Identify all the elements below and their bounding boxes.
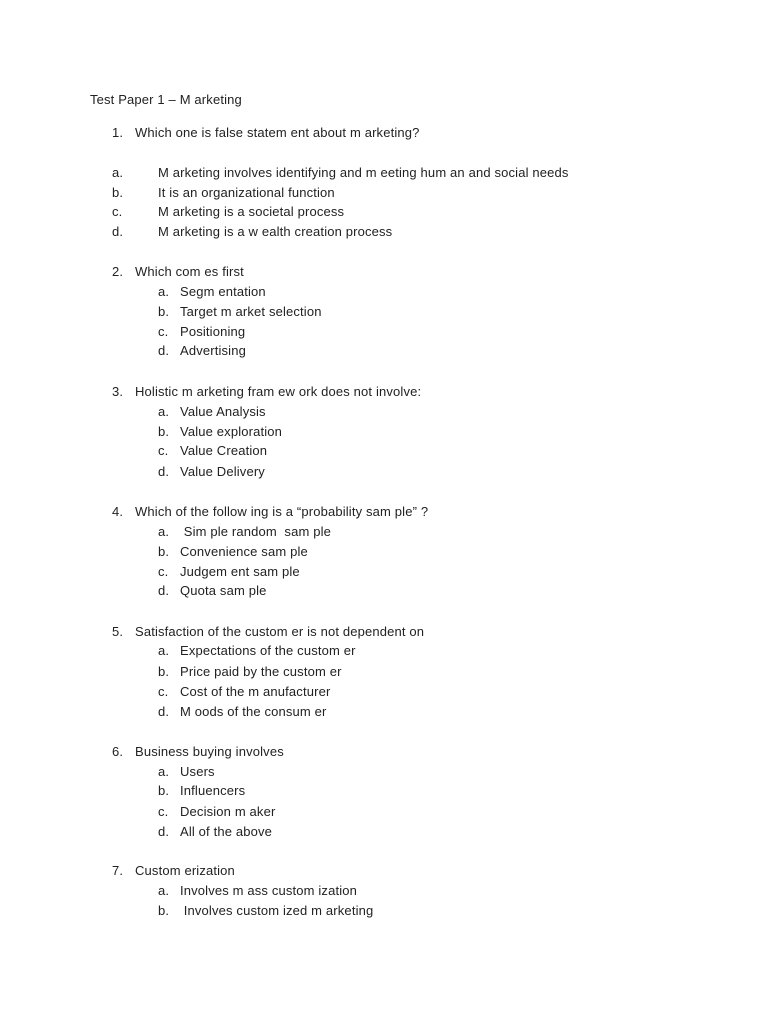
question-number: 7. bbox=[112, 863, 124, 878]
option-letter: b. bbox=[158, 783, 170, 798]
option-text: Judgem ent sam ple bbox=[180, 564, 300, 579]
option-text: Cost of the m anufacturer bbox=[180, 684, 331, 699]
option-text: Decision m aker bbox=[180, 804, 276, 819]
option-text: It is an organizational function bbox=[158, 185, 335, 200]
option-letter: d. bbox=[112, 224, 124, 239]
question-number: 3. bbox=[112, 384, 124, 399]
option-letter: b. bbox=[112, 185, 124, 200]
option-letter: c. bbox=[158, 324, 169, 339]
option-text: Convenience sam ple bbox=[180, 544, 308, 559]
option-letter: a. bbox=[112, 165, 124, 180]
question-number: 5. bbox=[112, 624, 124, 639]
option-text: Advertising bbox=[180, 343, 246, 358]
option-text: All of the above bbox=[180, 824, 273, 839]
question-number: 4. bbox=[112, 504, 124, 519]
question-text: Satisfaction of the custom er is not dependent on bbox=[135, 624, 425, 639]
option-text: Quota sam ple bbox=[180, 583, 267, 598]
option-letter: d. bbox=[158, 704, 170, 719]
option-text: M arketing involves identifying and m eeting hum an and social needs bbox=[158, 165, 569, 180]
option-text: Price paid by the custom er bbox=[180, 664, 342, 679]
option-text: Involves custom ized m arketing bbox=[180, 903, 374, 918]
option-text: M oods of the consum er bbox=[180, 704, 327, 719]
question-text: Business buying involves bbox=[135, 744, 284, 759]
option-text: Target m arket selection bbox=[180, 304, 322, 319]
option-text: Influencers bbox=[180, 783, 246, 798]
question-text: Which com es first bbox=[135, 264, 244, 279]
option-letter: d. bbox=[158, 824, 170, 839]
option-text: Value exploration bbox=[180, 424, 283, 439]
option-letter: d. bbox=[158, 464, 170, 479]
option-text: Users bbox=[180, 764, 215, 779]
option-text: Involves m ass custom ization bbox=[180, 883, 358, 898]
question-text: Which one is false statem ent about m arketing? bbox=[135, 125, 420, 140]
option-letter: c. bbox=[158, 443, 169, 458]
option-letter: c. bbox=[158, 684, 169, 699]
option-letter: a. bbox=[158, 284, 170, 299]
question-number: 1. bbox=[112, 125, 124, 140]
option-text: Expectations of the custom er bbox=[180, 643, 356, 658]
option-letter: b. bbox=[158, 424, 170, 439]
option-text: M arketing is a w ealth creation process bbox=[158, 224, 393, 239]
option-letter: a. bbox=[158, 764, 170, 779]
page-title: Test Paper 1 – M arketing bbox=[90, 92, 242, 107]
option-letter: b. bbox=[158, 903, 170, 918]
question-text: Which of the follow ing is a “probability sam ple” ? bbox=[135, 504, 429, 519]
option-letter: c. bbox=[158, 804, 169, 819]
option-letter: b. bbox=[158, 304, 170, 319]
option-letter: a. bbox=[158, 883, 170, 898]
option-letter: b. bbox=[158, 544, 170, 559]
option-letter: a. bbox=[158, 524, 170, 539]
option-letter: a. bbox=[158, 643, 170, 658]
question-number: 6. bbox=[112, 744, 124, 759]
option-text: Positioning bbox=[180, 324, 246, 339]
option-text: Value Creation bbox=[180, 443, 268, 458]
option-letter: d. bbox=[158, 343, 170, 358]
option-text: M arketing is a societal process bbox=[158, 204, 345, 219]
option-text: Sim ple random sam ple bbox=[180, 524, 331, 539]
question-number: 2. bbox=[112, 264, 124, 279]
option-letter: c. bbox=[158, 564, 169, 579]
option-text: Value Analysis bbox=[180, 404, 266, 419]
question-text: Custom erization bbox=[135, 863, 235, 878]
option-letter: d. bbox=[158, 583, 170, 598]
option-letter: b. bbox=[158, 664, 170, 679]
option-text: Value Delivery bbox=[180, 464, 265, 479]
option-letter: c. bbox=[112, 204, 123, 219]
question-text: Holistic m arketing fram ew ork does not involve: bbox=[135, 384, 422, 399]
option-text: Segm entation bbox=[180, 284, 266, 299]
option-letter: a. bbox=[158, 404, 170, 419]
